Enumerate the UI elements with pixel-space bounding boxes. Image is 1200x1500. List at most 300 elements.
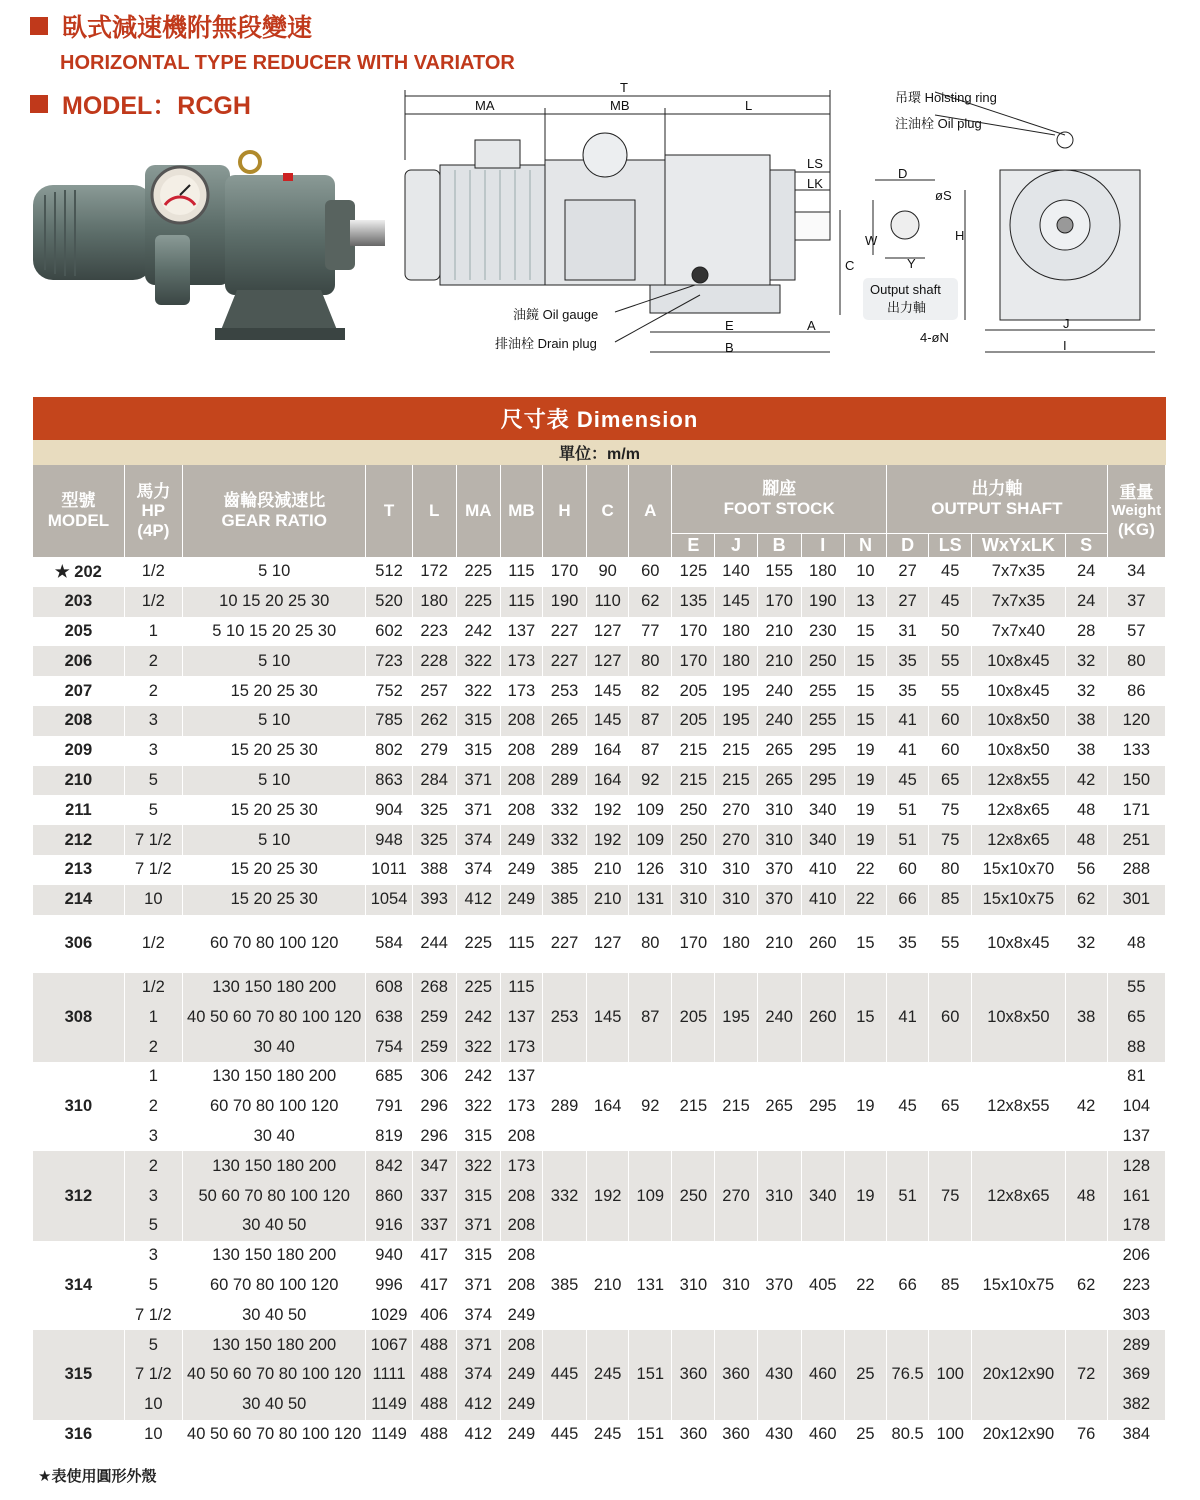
table-row xyxy=(33,1330,1166,1360)
table-cell: 214 xyxy=(33,885,124,915)
dim-Y: Y xyxy=(907,256,916,271)
table-cell: 130 150 180 200 xyxy=(182,1062,366,1092)
table-cell: 265 xyxy=(542,706,586,736)
table-cell: 1/2 xyxy=(124,915,182,973)
table-cell: 170 xyxy=(672,617,715,647)
table-cell: 5 xyxy=(124,766,182,796)
table-cell: 56 xyxy=(1065,855,1107,885)
table-cell: 208 xyxy=(500,766,542,796)
table-cell: 20x12x90 xyxy=(972,1330,1065,1419)
table-cell: 195 xyxy=(715,973,757,1062)
table-cell: 242 xyxy=(456,1002,500,1032)
table-cell: 3 xyxy=(124,1241,182,1271)
table-cell: 5 10 xyxy=(182,646,366,676)
table-cell: 752 xyxy=(366,676,412,706)
table-cell: 996 xyxy=(366,1271,412,1301)
dim-B: B xyxy=(725,340,734,355)
table-cell: 215 xyxy=(672,1062,715,1151)
table-cell: 32 xyxy=(1065,646,1107,676)
table-cell: 10 xyxy=(124,1390,182,1420)
table-cell: 322 xyxy=(456,1151,500,1181)
table-cell: 155 xyxy=(757,557,801,587)
table-cell: 315 xyxy=(456,1122,500,1152)
table-cell: 1 xyxy=(124,1062,182,1092)
table-cell: 5 10 xyxy=(182,825,366,855)
table-cell: 5 xyxy=(124,795,182,825)
dim-A: A xyxy=(807,318,816,333)
table-cell: 126 xyxy=(629,855,672,885)
header-D: D xyxy=(887,533,929,557)
table-cell: 208 xyxy=(500,706,542,736)
table-cell: 130 150 180 200 xyxy=(182,1330,366,1360)
table-cell: 161 xyxy=(1107,1181,1165,1211)
table-cell: 322 xyxy=(456,1032,500,1062)
table-cell: 208 xyxy=(500,1211,542,1241)
table-cell: 303 xyxy=(1107,1300,1165,1330)
table-cell: 310 xyxy=(757,795,801,825)
dimension-drawing xyxy=(395,80,1175,370)
table-cell: 3 xyxy=(124,1181,182,1211)
table-cell: 208 xyxy=(500,795,542,825)
table-cell: 249 xyxy=(500,1300,542,1330)
table-cell: 249 xyxy=(500,825,542,855)
table-cell: 948 xyxy=(366,825,412,855)
table-cell: 212 xyxy=(33,825,124,855)
table-cell: 940 xyxy=(366,1241,412,1271)
table-cell: 19 xyxy=(844,795,886,825)
table-cell: 208 xyxy=(500,1181,542,1211)
table-cell: 190 xyxy=(801,587,844,617)
table-cell: 488 xyxy=(412,1330,456,1360)
table-cell: 203 xyxy=(33,587,124,617)
table-cell: 195 xyxy=(715,706,757,736)
table-cell: 60 xyxy=(929,736,972,766)
table-cell: 5 xyxy=(124,1330,182,1360)
table-cell: 173 xyxy=(500,1032,542,1062)
table-cell: 430 xyxy=(757,1420,801,1450)
table-cell: 215 xyxy=(715,736,757,766)
header-S: S xyxy=(1065,533,1107,557)
dim-T: T xyxy=(620,80,628,95)
table-cell: 57 xyxy=(1107,617,1165,647)
table-row xyxy=(33,825,1166,855)
table-cell: 76.5 xyxy=(887,1330,929,1419)
table-cell: 370 xyxy=(757,1241,801,1330)
table-cell: 315 xyxy=(456,736,500,766)
table-cell: 210 xyxy=(757,915,801,973)
table-cell: 1011 xyxy=(366,855,412,885)
table-body xyxy=(33,557,1166,1449)
table-cell: 87 xyxy=(629,973,672,1062)
table-cell: 405 xyxy=(801,1241,844,1330)
table-cell: 205 xyxy=(672,676,715,706)
table-cell: 208 xyxy=(500,736,542,766)
table-cell: 110 xyxy=(587,587,629,617)
table-cell: 151 xyxy=(629,1420,672,1450)
table-cell: 10x8x50 xyxy=(972,973,1065,1062)
table-cell: 15 xyxy=(844,676,886,706)
table-cell: 250 xyxy=(672,825,715,855)
table-cell: 38 xyxy=(1065,706,1107,736)
table-cell: 115 xyxy=(500,973,542,1003)
table-cell: 180 xyxy=(715,646,757,676)
table-cell: 170 xyxy=(672,915,715,973)
table-cell: 92 xyxy=(629,1062,672,1151)
table-cell: 170 xyxy=(672,646,715,676)
table-cell: 785 xyxy=(366,706,412,736)
dim-MB: MB xyxy=(610,98,630,113)
table-cell: 27 xyxy=(887,587,929,617)
dim-L: L xyxy=(745,98,753,113)
table-cell: 685 xyxy=(366,1062,412,1092)
table-title: 尺寸表 Dimension xyxy=(33,397,1166,440)
table-cell: 208 xyxy=(500,1241,542,1271)
table-cell: 310 xyxy=(757,825,801,855)
table-cell: 205 xyxy=(672,706,715,736)
table-cell: 60 xyxy=(887,855,929,885)
table-cell: 15x10x70 xyxy=(972,855,1065,885)
table-cell: 210 xyxy=(757,617,801,647)
table-cell: 393 xyxy=(412,885,456,915)
table-cell: 127 xyxy=(587,915,629,973)
table-row xyxy=(33,676,1166,706)
table-cell: 723 xyxy=(366,646,412,676)
table-cell: 66 xyxy=(887,885,929,915)
table-cell: 45 xyxy=(929,557,972,587)
table-cell: 25 xyxy=(844,1330,886,1419)
table-cell: 12x8x65 xyxy=(972,795,1065,825)
spec-table xyxy=(33,465,1166,1449)
table-cell: 1067 xyxy=(366,1330,412,1360)
table-cell: 80.5 xyxy=(887,1420,929,1450)
table-cell: 15 20 25 30 xyxy=(182,855,366,885)
table-cell: 253 xyxy=(542,676,586,706)
table-cell: 360 xyxy=(715,1420,757,1450)
table-cell: 230 xyxy=(801,617,844,647)
table-cell: 208 xyxy=(500,1271,542,1301)
table-cell: 32 xyxy=(1065,915,1107,973)
table-cell: 374 xyxy=(456,1360,500,1390)
table-cell: 22 xyxy=(844,885,886,915)
table-cell: 460 xyxy=(801,1330,844,1419)
table-cell: 51 xyxy=(887,1151,929,1240)
table-cell: 15 xyxy=(844,646,886,676)
table-cell: 370 xyxy=(757,855,801,885)
table-cell: 337 xyxy=(412,1181,456,1211)
table-cell: 802 xyxy=(366,736,412,766)
table-cell: 48 xyxy=(1065,1151,1107,1240)
table-cell: 225 xyxy=(456,557,500,587)
dim-LK: LK xyxy=(807,176,823,191)
table-cell: 40 50 60 70 80 100 120 xyxy=(182,1360,366,1390)
table-cell: 215 xyxy=(715,766,757,796)
table-cell: 192 xyxy=(587,795,629,825)
table-cell: 45 xyxy=(929,587,972,617)
table-cell: 173 xyxy=(500,676,542,706)
table-cell: 115 xyxy=(500,587,542,617)
table-cell: 208 xyxy=(33,706,124,736)
table-cell: 215 xyxy=(672,736,715,766)
table-cell: 210 xyxy=(757,646,801,676)
table-cell: 45 xyxy=(887,1062,929,1151)
dim-S: øS xyxy=(935,188,952,203)
table-cell: ★ 202 xyxy=(33,557,124,587)
table-row xyxy=(33,855,1166,885)
table-cell: 5 10 xyxy=(182,557,366,587)
dim-J: J xyxy=(1063,316,1070,331)
table-cell: 41 xyxy=(887,706,929,736)
table-cell: 60 70 80 100 120 xyxy=(182,915,366,973)
table-cell: 145 xyxy=(587,706,629,736)
table-cell: 253 xyxy=(542,973,586,1062)
table-cell: 412 xyxy=(456,1390,500,1420)
table-cell: 51 xyxy=(887,825,929,855)
table-cell: 310 xyxy=(715,855,757,885)
table-cell: 85 xyxy=(929,885,972,915)
table-cell: 2 xyxy=(124,646,182,676)
dim-I: I xyxy=(1063,338,1067,353)
table-cell: 24 xyxy=(1065,587,1107,617)
table-cell: 791 xyxy=(366,1092,412,1122)
header-I: I xyxy=(801,533,844,557)
table-row xyxy=(33,1241,1166,1271)
table-cell: 322 xyxy=(456,646,500,676)
table-cell: 255 xyxy=(801,706,844,736)
table-cell: 289 xyxy=(542,766,586,796)
table-cell: 10 15 20 25 30 xyxy=(182,587,366,617)
table-cell: 19 xyxy=(844,1151,886,1240)
table-cell: 310 xyxy=(672,1241,715,1330)
table-cell: 37 xyxy=(1107,587,1165,617)
table-cell: 417 xyxy=(412,1271,456,1301)
table-cell: 192 xyxy=(587,1151,629,1240)
table-cell: 7 1/2 xyxy=(124,1360,182,1390)
table-cell: 488 xyxy=(412,1360,456,1390)
table-cell: 32 xyxy=(1065,676,1107,706)
table-row xyxy=(33,646,1166,676)
table-cell: 310 xyxy=(715,885,757,915)
table-row xyxy=(33,587,1166,617)
table-cell: 279 xyxy=(412,736,456,766)
table-cell: 384 xyxy=(1107,1420,1165,1450)
table-cell: 180 xyxy=(715,617,757,647)
label-oil-plug: 注油栓 Oil plug xyxy=(895,116,982,131)
table-cell: 301 xyxy=(1107,885,1165,915)
table-cell: 315 xyxy=(456,1181,500,1211)
table-cell: 410 xyxy=(801,855,844,885)
table-cell: 257 xyxy=(412,676,456,706)
table-cell: 100 xyxy=(929,1420,972,1450)
table-cell: 315 xyxy=(456,1241,500,1271)
table-cell: 13 xyxy=(844,587,886,617)
table-cell: 77 xyxy=(629,617,672,647)
table-cell: 1029 xyxy=(366,1300,412,1330)
table-cell: 87 xyxy=(629,706,672,736)
table-cell: 270 xyxy=(715,1151,757,1240)
table-cell: 227 xyxy=(542,915,586,973)
header-ratio: 齒輪段減速比 GEAR RATIO xyxy=(182,465,366,557)
table-cell: 259 xyxy=(412,1002,456,1032)
table-cell: 227 xyxy=(542,646,586,676)
table-cell: 250 xyxy=(672,795,715,825)
table-cell: 135 xyxy=(672,587,715,617)
table-cell: 210 xyxy=(587,855,629,885)
bullet-square-icon xyxy=(30,95,48,113)
table-cell: 1/2 xyxy=(124,557,182,587)
table-cell: 5 xyxy=(124,1271,182,1301)
table-cell: 602 xyxy=(366,617,412,647)
table-cell: 1111 xyxy=(366,1360,412,1390)
table-cell: 223 xyxy=(1107,1271,1165,1301)
table-cell: 145 xyxy=(587,676,629,706)
table-cell: 244 xyxy=(412,915,456,973)
table-cell: 100 xyxy=(929,1330,972,1419)
table-cell: 22 xyxy=(844,855,886,885)
table-cell: 371 xyxy=(456,1330,500,1360)
header-L: L xyxy=(412,465,456,557)
table-cell: 81 xyxy=(1107,1062,1165,1092)
table-cell: 109 xyxy=(629,795,672,825)
table-cell: 10 xyxy=(844,557,886,587)
table-cell: 249 xyxy=(500,1390,542,1420)
table-cell: 140 xyxy=(715,557,757,587)
table-cell: 215 xyxy=(715,1062,757,1151)
table-cell: 5 xyxy=(124,1211,182,1241)
table-cell: 31 xyxy=(887,617,929,647)
table-cell: 312 xyxy=(33,1151,124,1240)
table-cell: 242 xyxy=(456,1062,500,1092)
table-cell: 7x7x40 xyxy=(972,617,1065,647)
table-cell: 347 xyxy=(412,1151,456,1181)
table-cell: 215 xyxy=(672,766,715,796)
model-label: MODEL：RCGH xyxy=(30,86,251,122)
table-cell: 3 xyxy=(124,706,182,736)
table-cell: 55 xyxy=(929,915,972,973)
table-cell: 288 xyxy=(1107,855,1165,885)
table-cell: 1149 xyxy=(366,1420,412,1450)
table-cell: 240 xyxy=(757,973,801,1062)
table-cell: 206 xyxy=(33,646,124,676)
table-cell: 76 xyxy=(1065,1420,1107,1450)
table-cell: 445 xyxy=(542,1330,586,1419)
table-cell: 289 xyxy=(542,1062,586,1151)
table-cell: 40 50 60 70 80 100 120 xyxy=(182,1002,366,1032)
table-cell: 42 xyxy=(1065,1062,1107,1151)
table-cell: 406 xyxy=(412,1300,456,1330)
table-cell: 208 xyxy=(500,1330,542,1360)
table-cell: 150 xyxy=(1107,766,1165,796)
table-cell: 19 xyxy=(844,736,886,766)
table-cell: 25 xyxy=(844,1420,886,1450)
table-row xyxy=(33,766,1166,796)
table-cell: 90 xyxy=(587,557,629,587)
table-cell: 7x7x35 xyxy=(972,557,1065,587)
table-cell: 27 xyxy=(887,557,929,587)
table-cell: 371 xyxy=(456,1271,500,1301)
table-cell: 3 xyxy=(124,736,182,766)
table-cell: 41 xyxy=(887,973,929,1062)
table-cell: 12x8x65 xyxy=(972,1151,1065,1240)
table-cell: 332 xyxy=(542,1151,586,1240)
table-cell: 30 40 xyxy=(182,1122,366,1152)
table-cell: 310 xyxy=(672,885,715,915)
table-cell: 180 xyxy=(801,557,844,587)
table-cell: 904 xyxy=(366,795,412,825)
table-cell: 5 10 xyxy=(182,766,366,796)
table-cell: 842 xyxy=(366,1151,412,1181)
table-cell: 371 xyxy=(456,766,500,796)
table-cell: 310 xyxy=(757,1151,801,1240)
table-cell: 412 xyxy=(456,1420,500,1450)
footnote: ★表使用圓形外殼 xyxy=(38,1468,157,1485)
table-cell: 315 xyxy=(456,706,500,736)
table-cell: 240 xyxy=(757,706,801,736)
table-cell: 15 xyxy=(844,706,886,736)
table-cell: 19 xyxy=(844,766,886,796)
table-cell: 55 xyxy=(929,646,972,676)
table-cell: 249 xyxy=(500,1420,542,1450)
table-cell: 584 xyxy=(366,915,412,973)
table-row xyxy=(33,706,1166,736)
table-cell: 340 xyxy=(801,795,844,825)
table-cell: 270 xyxy=(715,825,757,855)
table-cell: 48 xyxy=(1065,795,1107,825)
table-cell: 860 xyxy=(366,1181,412,1211)
table-cell: 22 xyxy=(844,1241,886,1330)
table-cell: 120 xyxy=(1107,706,1165,736)
table-cell: 15 20 25 30 xyxy=(182,885,366,915)
table-cell: 385 xyxy=(542,1241,586,1330)
table-cell: 250 xyxy=(801,646,844,676)
table-cell: 35 xyxy=(887,646,929,676)
table-cell: 295 xyxy=(801,1062,844,1151)
table-cell: 109 xyxy=(629,825,672,855)
table-cell: 127 xyxy=(587,617,629,647)
table-cell: 520 xyxy=(366,587,412,617)
table-cell: 2 xyxy=(124,1092,182,1122)
table-cell: 608 xyxy=(366,973,412,1003)
table-cell: 15x10x75 xyxy=(972,1241,1065,1330)
table-cell: 62 xyxy=(1065,885,1107,915)
table-cell: 60 70 80 100 120 xyxy=(182,1092,366,1122)
table-cell: 210 xyxy=(587,1241,629,1330)
table-cell: 51 xyxy=(887,795,929,825)
table-cell: 289 xyxy=(1107,1330,1165,1360)
header-B: B xyxy=(757,533,801,557)
dim-W: W xyxy=(865,233,878,248)
dim-MA: MA xyxy=(475,98,495,113)
table-cell: 19 xyxy=(844,1062,886,1151)
table-cell: 227 xyxy=(542,617,586,647)
table-cell: 306 xyxy=(33,915,124,973)
table-cell: 205 xyxy=(672,973,715,1062)
table-cell: 75 xyxy=(929,795,972,825)
label-foot-holes: 4-øN xyxy=(920,330,949,345)
table-cell: 262 xyxy=(412,706,456,736)
table-cell: 310 xyxy=(672,855,715,885)
header-hp: 馬力 HP (4P) xyxy=(124,465,182,557)
table-cell: 295 xyxy=(801,736,844,766)
table-cell: 12x8x65 xyxy=(972,825,1065,855)
table-cell: 80 xyxy=(1107,646,1165,676)
table-cell: 268 xyxy=(412,973,456,1003)
table-cell: 3 xyxy=(124,1122,182,1152)
table-cell: 638 xyxy=(366,1002,412,1032)
table-cell: 340 xyxy=(801,1151,844,1240)
table-cell: 360 xyxy=(672,1330,715,1419)
table-cell: 40 50 60 70 80 100 120 xyxy=(182,1420,366,1450)
table-cell: 316 xyxy=(33,1420,124,1450)
